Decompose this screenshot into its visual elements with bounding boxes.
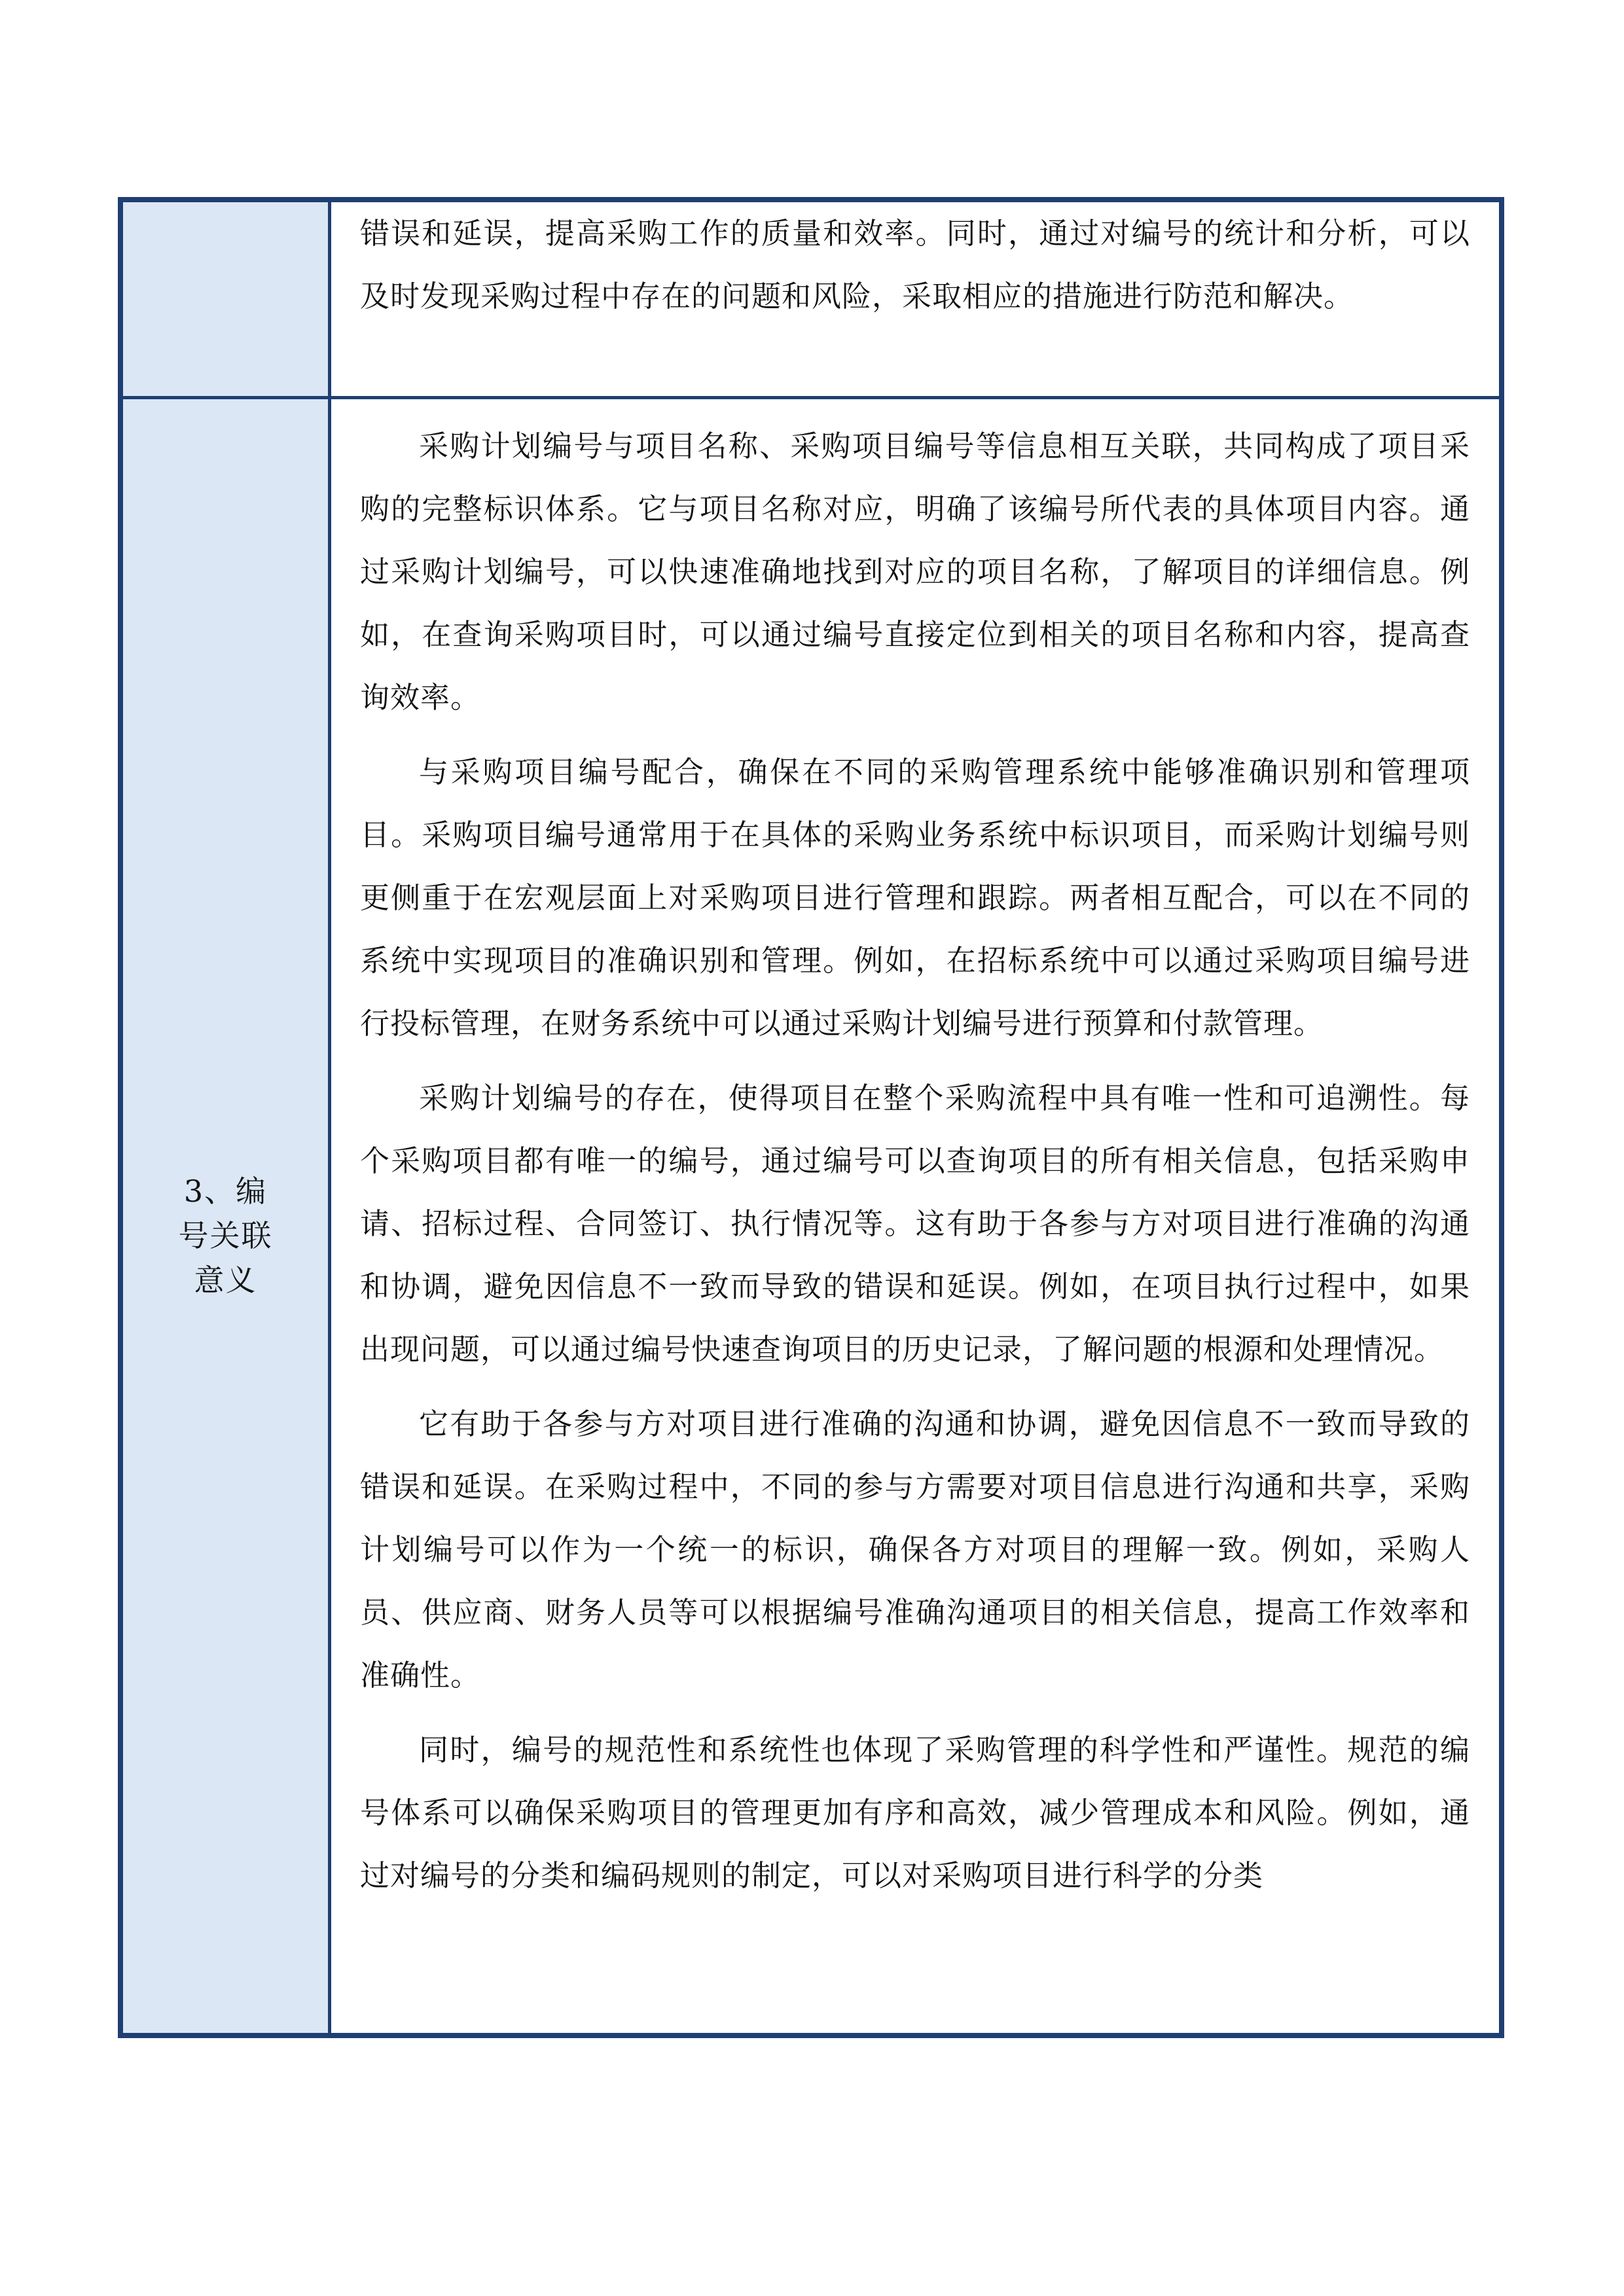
paragraph-5: 同时，编号的规范性和系统性也体现了采购管理的科学性和严谨性。规范的编号体系可以确保采购项目的管理更加有序和高效，减少管理成本和风险。例如，通过对编号的分类和编码规则的制定，可以对采购项目进行科学的分类	[360, 1732, 1470, 1893]
paragraph-4: 它有助于各参与方对项目进行准确的沟通和协调，避免因信息不一致而导致的错误和延误。在采购过程中，不同的参与方需要对项目信息进行沟通和共享，采购计划编号可以作为一个统一的标识，确保各方对项目的理解一致。例如，采购人员、供应商、财务人员等可以根据编号准确沟通项目的相关信息，提高工作效率和准确性。	[360, 1407, 1470, 1693]
continuation-paragraph: 错误和延误，提高采购工作的质量和效率。同时，通过对编号的统计和分析，可以及时发现采购过程中存在的问题和风险，采取相应的措施进行防范和解决。	[360, 216, 1470, 314]
paragraph-2: 与采购项目编号配合，确保在不同的采购管理系统中能够准确识别和管理项目。采购项目编号通常用于在具体的采购业务系统中标识项目，而采购计划编号则更侧重于在宏观层面上对采购项目进行管理和跟踪。两者相互配合，可以在不同的系统中实现项目的准确识别和管理。例如，在招标系统中可以通过采购项目编号进行投标管理，在财务系统中可以通过采购计划编号进行预算和付款管理。	[360, 755, 1470, 1041]
content-cell-number-association	[331, 399, 1499, 2033]
table-row-number-association	[123, 399, 1499, 2033]
label-cell-empty	[123, 202, 331, 396]
label-cell-number-association	[123, 399, 331, 2033]
paragraph-1: 采购计划编号与项目名称、采购项目编号等信息相互关联，共同构成了项目采购的完整标识体系。它与项目名称对应，明确了该编号所代表的具体项目内容。通过采购计划编号，可以快速准确地找到对应的项目名称，了解项目的详细信息。例如，在查询采购项目时，可以通过编号直接定位到相关的项目名称和内容，提高查询效率。	[360, 429, 1470, 715]
table-row-continuation	[123, 202, 1499, 399]
paragraph-3: 采购计划编号的存在，使得项目在整个采购流程中具有唯一性和可追溯性。每个采购项目都有唯一的编号，通过编号可以查询项目的所有相关信息，包括采购申请、招标过程、合同签订、执行情况等。这有助于各参与方对项目进行准确的沟通和协调，避免因信息不一致而导致的错误和延误。例如，在项目执行过程中，如果出现问题，可以通过编号快速查询项目的历史记录，了解问题的根源和处理情况。	[360, 1081, 1470, 1367]
document-table	[118, 197, 1504, 2038]
row-label: 3、编号关联意义	[178, 1174, 273, 1298]
content-cell-continuation	[331, 202, 1499, 396]
